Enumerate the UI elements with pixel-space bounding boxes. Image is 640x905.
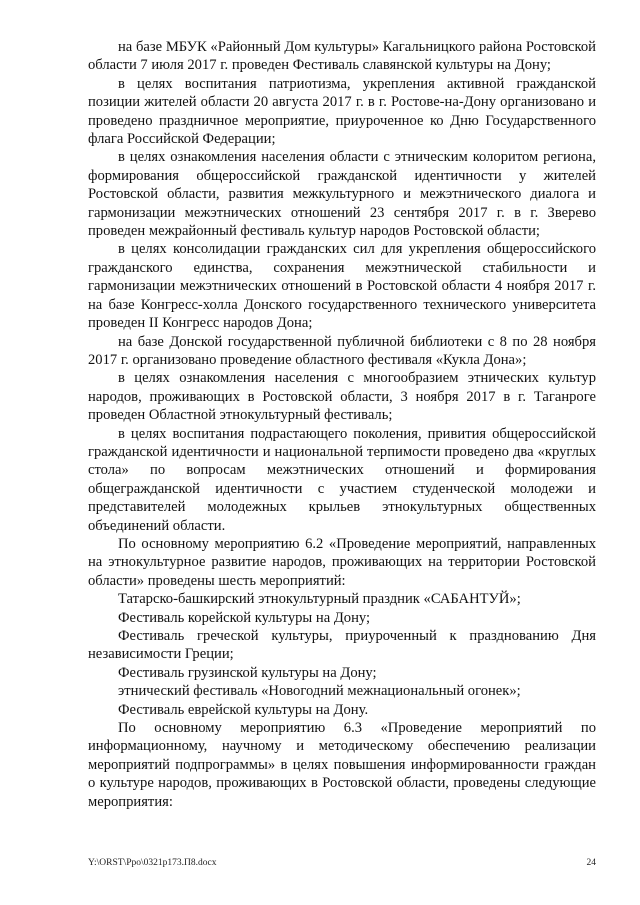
- list-item: Татарско-башкирский этнокультурный праздник «САБАНТУЙ»;: [118, 591, 521, 608]
- list-item: Фестиваль корейской культуры на Дону;: [118, 609, 371, 626]
- paragraph: в целях ознакомления населения области с этническим колоритом региона, формирования общероссийской гражданской идентичности у жителей Ростовской области, развития межкультурного и межэтнического диалога и гармонизации межэтнических отношений 23 сентября 2017 г. в г. Зверево проведен межрайонный фестиваль культур народов Ростовской области;: [88, 149, 596, 240]
- list-item: этнический фестиваль «Новогодний межнациональный огонек»;: [118, 683, 521, 700]
- paragraph: в целях воспитания патриотизма, укрепления активной гражданской позиции жителей области 20 августа 2017 г. в г. Ростове-на-Дону организовано и проведено праздничное мероприятие, приуроченное ко Дню Государственного флага Российской Федерации;: [88, 75, 596, 148]
- list-item: Фестиваль грузинской культуры на Дону;: [118, 664, 377, 681]
- paragraph: в целях консолидации гражданских сил для укрепления общероссийского гражданского единства, сохранения межэтнической стабильности и гармонизации межэтнических отношений в Ростовской области 4 ноября 2017 г. на базе Конгресс-холла Донского государственного технического университета проведен II Конгресс народов Дона;: [88, 241, 596, 332]
- document-body: [88, 38, 596, 811]
- list-item: Фестиваль еврейской культуры на Дону.: [118, 701, 369, 718]
- paragraph: в целях ознакомления населения с многообразием этнических культур народов, проживающих в Ростовской области, 3 ноября 2017 в г. Таганроге проведен Областной этнокультурный фестиваль;: [88, 370, 596, 424]
- list-item: Фестиваль греческой культуры, приуроченный к празднованию Дня независимости Греции;: [88, 628, 596, 663]
- paragraph: По основному мероприятию 6.2 «Проведение мероприятий, направленных на этнокультурное развитие народов, проживающих на территории Ростовской области» проведены шесть мероприятий:: [88, 535, 596, 589]
- paragraph: на базе Донской государственной публичной библиотеки с 8 по 28 ноября 2017 г. организовано проведение областного фестиваля «Кукла Дона»;: [88, 333, 596, 368]
- paragraph: на базе МБУК «Районный Дом культуры» Кагальницкого района Ростовской области 7 июля 2017 г. проведен Фестиваль славянской культуры на Дону;: [88, 39, 596, 74]
- paragraph: в целях воспитания подрастающего поколения, привития общероссийской гражданской идентичности и национальной терпимости проведено два «круглых стола» по вопросам межэтнических отношений и формирования общегражданской идентичности с участием студенческой молодежи и представителей молодежных крыльев этнокультурных общественных объединений области.: [88, 425, 596, 534]
- footer-file-path: Y:\ORST\Ppo\0321p173.П8.docx: [88, 858, 217, 868]
- page-number: 24: [586, 858, 596, 868]
- paragraph: По основному мероприятию 6.3 «Проведение мероприятий по информационному, научному и методическому обеспечению реализации мероприятий подпрограммы» в целях повышения информированности граждан о культуре народов, проживающих в Ростовской области, проведены следующие мероприятия:: [88, 720, 596, 810]
